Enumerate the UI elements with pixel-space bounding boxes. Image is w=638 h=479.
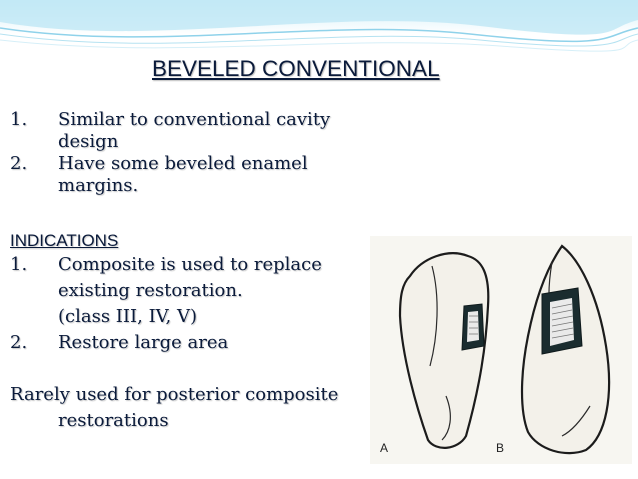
list-item-text: Similar to conventional cavity bbox=[58, 109, 331, 130]
list-item-text: Composite is used to replace bbox=[58, 254, 322, 275]
figure-label-b: B bbox=[496, 441, 505, 455]
list-item-text: margins. bbox=[58, 175, 139, 196]
list-item-text: existing restoration. bbox=[58, 280, 243, 301]
indications-heading: INDICATIONS bbox=[10, 231, 119, 250]
list-item-text: Restore large area bbox=[58, 332, 229, 353]
header-wave-decoration bbox=[0, 0, 638, 60]
list-item-number: 2. bbox=[10, 332, 28, 353]
list-item-text: Have some beveled enamel bbox=[58, 153, 308, 174]
list-item-number: 1. bbox=[10, 254, 28, 275]
note-text: Rarely used for posterior composite bbox=[10, 384, 339, 405]
list-item-text: design bbox=[58, 131, 119, 152]
slide-title: BEVELED CONVENTIONAL bbox=[152, 56, 440, 81]
note-text: restorations bbox=[58, 410, 169, 431]
list-item-text: (class III, IV, V) bbox=[58, 306, 197, 327]
figure-label-a: A bbox=[380, 441, 389, 455]
list-item-number: 2. bbox=[10, 153, 28, 174]
list-item-number: 1. bbox=[10, 109, 28, 130]
tooth-illustration bbox=[370, 236, 632, 464]
